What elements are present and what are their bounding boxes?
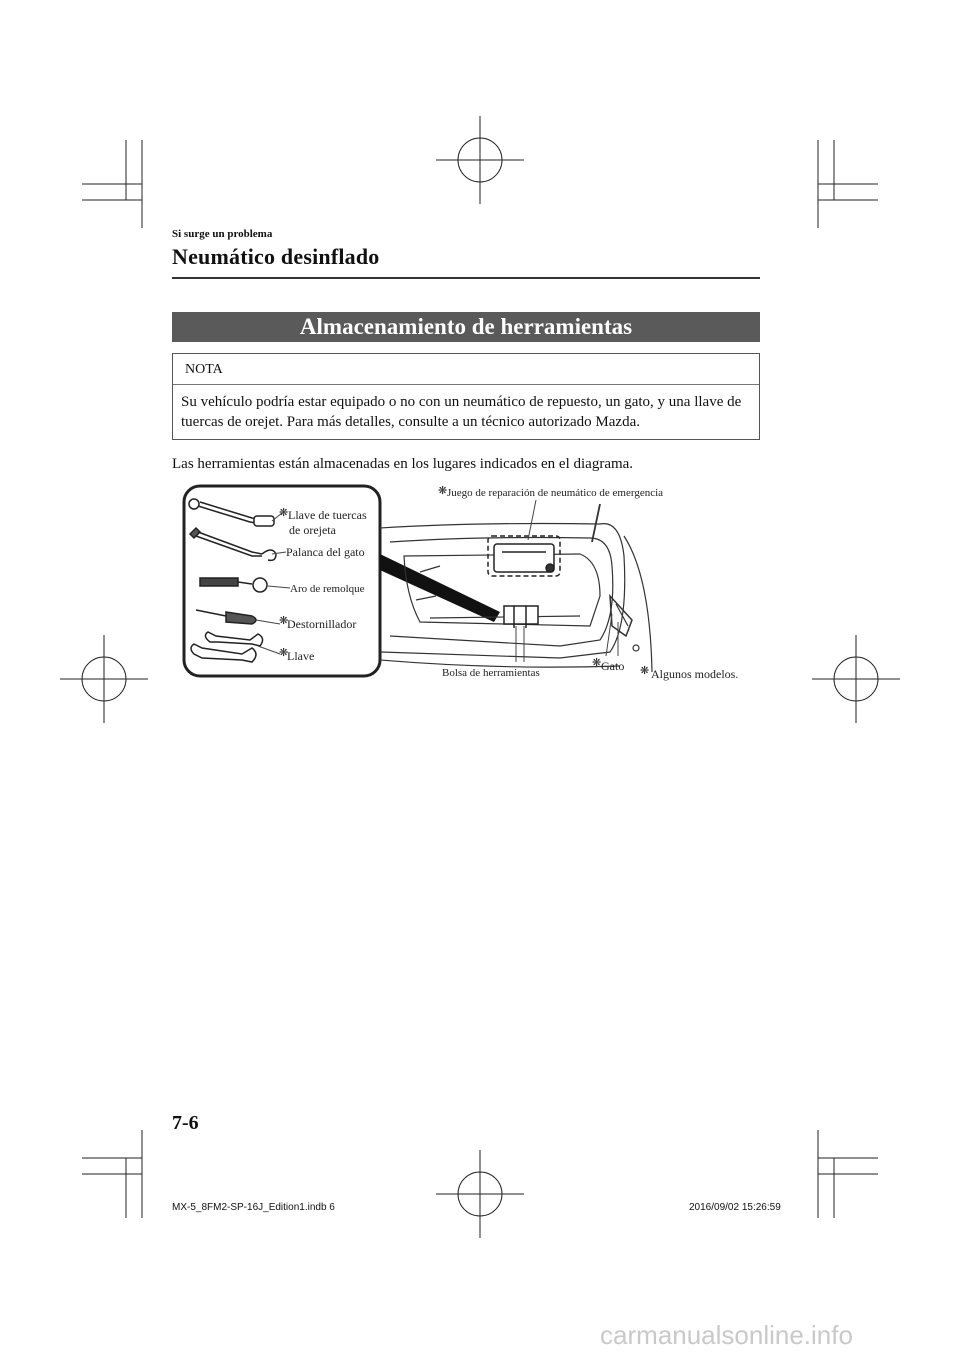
page-number: 7-6 — [172, 1112, 199, 1134]
svg-text:❋: ❋ — [640, 665, 650, 677]
note-text: Su vehículo podría estar equipado o no con un neumático de repuesto, un gato, y una llave de tuercas de orejet. Para más detalles, consulte a un técnico autorizado Mazda. — [181, 394, 742, 430]
svg-text:❋: ❋ — [592, 657, 602, 669]
inset-connector — [380, 554, 500, 622]
page-title: Neumático desinflado — [172, 244, 380, 269]
intro-paragraph: Las herramientas están almacenadas en los lugares indicados en el diagrama. — [172, 456, 634, 472]
svg-text:❋: ❋ — [279, 647, 289, 659]
footer-timestamp: 2016/09/02 15:26:59 — [689, 1202, 781, 1213]
tool-storage-diagram — [180, 476, 760, 686]
watermark: carmanualsonline.info — [600, 1320, 853, 1350]
svg-text:❋: ❋ — [279, 507, 289, 519]
label-tool-bag: Bolsa de herramientas — [442, 667, 540, 679]
label-jack: Gato — [601, 659, 625, 673]
tool-bag-illustration — [504, 606, 538, 628]
svg-text:❋: ❋ — [438, 485, 448, 497]
label-spanner: Llave — [287, 649, 315, 663]
note-box — [172, 353, 760, 440]
section-banner: Almacenamiento de herramientas — [172, 312, 760, 342]
section-label: Si surge un problema — [172, 228, 273, 240]
note-title: NOTA — [185, 362, 223, 377]
note-divider — [173, 384, 759, 385]
label-jack-lever: Palanca del gato — [286, 545, 365, 559]
label-screwdriver: Destornillador — [287, 617, 357, 631]
label-repair-kit: Juego de reparación de neumático de emergencia — [447, 487, 664, 499]
footer-file-info: MX-5_8FM2-SP-16J_Edition1.indb 6 — [172, 1202, 335, 1213]
svg-text:❋: ❋ — [279, 615, 289, 627]
heading-divider — [172, 277, 760, 279]
repair-kit-illustration — [488, 536, 560, 576]
label-lug-wrench-line2: de orejeta — [289, 523, 336, 537]
label-some-models: Algunos modelos. — [651, 667, 739, 681]
label-tow-hook: Aro de remolque — [290, 583, 365, 595]
label-lug-wrench: Llave de tuercas — [288, 508, 367, 522]
